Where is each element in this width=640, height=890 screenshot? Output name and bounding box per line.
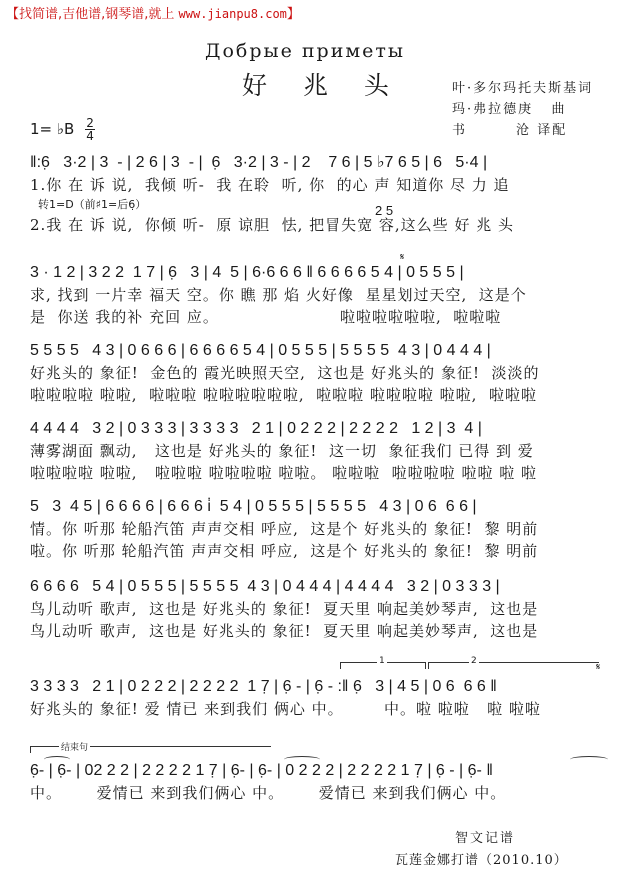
- notes: 5 3 4 5 | 6 6 6 6 | 6 6 6 i̇ 5 4 | 0 5 5 5 | 5 5 5 5 4 3 | 0 6 6 6 |: [30, 498, 477, 515]
- coda-bracket: 结束句: [30, 746, 271, 753]
- banner-text: 【找简谱,吉他谱,钢琴谱,就上: [6, 7, 179, 22]
- segno-icon: 𝄋: [400, 252, 405, 263]
- notation-credit: 智文记谱: [455, 831, 516, 846]
- notes: 6 6 6 6 5 4 | 0 5 5 5 | 5 5 5 5 4 3 | 0 4 4 4 | 4 4 4 4 3 2 | 0 3 3 3 |: [30, 578, 500, 595]
- score-line-3: [30, 340, 610, 406]
- composer-credit: 玛·弗拉德庚 曲: [452, 102, 567, 117]
- lyrics-verse-2: 鸟儿动听 歌声, 这也是 好兆头的 象征! 夏天里 响起美妙琴声, 这也是: [30, 622, 539, 640]
- segno-icon: 𝄋: [596, 662, 601, 673]
- score-line-8: [30, 743, 610, 804]
- modulation-note: 转1=D（前♯1=后6̣）: [38, 198, 147, 211]
- title-russian: Добрые приметы: [205, 40, 406, 62]
- time-signature: $\frac{2}{4}$: [86, 116, 94, 143]
- lyrics-verse-2: 是 你送 我的补 充回 应。 啦啦啦啦啦啦, 啦啦啦: [30, 308, 502, 326]
- notes: 5 5 5 5 4 3 | 0 6 6 6 | 6 6 6 6 5 4 | 0 5 5 5 | 5 5 5 5 4 3 | 0 4 4 4 |: [30, 342, 491, 359]
- lyrics-verse-2: 啦。你 听那 轮船汽笛 声声交相 呼应, 这是个 好兆头的 象征! 黎 明前: [30, 542, 539, 560]
- lyrics-verse-2: 啦啦啦啦 啦啦, 啦啦啦 啦啦啦啦 啦啦。 啦啦啦 啦啦啦啦 啦啦 啦 啦: [30, 464, 537, 482]
- score-line-5: [30, 496, 610, 562]
- tie-icon: [570, 756, 608, 763]
- lyrics-verse-1: 鸟儿动听 歌声, 这也是 好兆头的 象征! 夏天里 响起美妙琴声, 这也是: [30, 600, 539, 618]
- score-line-7: [30, 656, 610, 720]
- notes: 3 3 3 3 2 1 | 0 2 2 2 | 2 2 2 2 1 7̣ | 6̣ - | 6̣ - :‖ 6̣ 3 | 4 5 | 0 6 6 6 ‖: [30, 678, 497, 695]
- notes: 3 · 1 2 | 3 2 2 1 7 | 6̣ 3 | 4 5 | 6·6 6 6 ‖ 6 6 6 6 5 4 | 0 5 5 5 |: [30, 264, 464, 281]
- notes: 4 4 4 4 3 2 | 0 3 3 3 | 3 3 3 3 2 1 | 0 2 2 2 | 2 2 2 2 1 2 | 3 4 |: [30, 420, 482, 437]
- volta-2: 2: [428, 662, 599, 669]
- site-banner[interactable]: [6, 3, 300, 22]
- lyrics-verse-1: 好兆头的 象征! 爱 情已 来到我们 俩心 中。 中。啦 啦啦 啦 啦啦: [30, 700, 541, 718]
- alt-notes: 2 5: [375, 203, 394, 218]
- lyrics-verse-1: 薄雾湖面 飘动, 这也是 好兆头的 象征! 这一切 象征我们 已得 到 爱: [30, 442, 534, 460]
- lyrics-verse-2: 啦啦啦啦 啦啦, 啦啦啦 啦啦啦啦啦啦, 啦啦啦 啦啦啦啦 啦啦, 啦啦啦: [30, 386, 537, 404]
- lyrics-verse-1: 情。你 听那 轮船汽笛 声声交相 呼应, 这是个 好兆头的 象征! 黎 明前: [30, 520, 539, 538]
- credits: [452, 78, 593, 141]
- score-line-6: [30, 576, 610, 642]
- title-chinese: 好 兆 头: [242, 71, 403, 100]
- score-line-1: [30, 152, 610, 236]
- key-signature: [30, 117, 95, 142]
- footer-credits: [395, 828, 568, 872]
- score-line-2: [30, 252, 610, 328]
- tie-icon: [284, 756, 320, 763]
- lyrics-verse-1: 求, 找到 一片幸 福天 空。你 瞧 那 焰 火好像 星星划过天空, 这是个: [30, 286, 527, 304]
- lyricist-credit: 叶·多尔玛托夫斯基词: [452, 81, 594, 96]
- lyrics-verse-2: 2.我 在 诉 说, 你倾 听- 原 谅胆 怯, 把冒失宽 容,这么些 好 兆 头: [30, 216, 514, 234]
- lyrics-verse-1: 好兆头的 象征! 金色的 霞光映照天空, 这也是 好兆头的 象征! 淡淡的: [30, 364, 540, 382]
- banner-url[interactable]: www.jianpu8.com: [178, 7, 287, 21]
- notes: ‖:6̣ 3·2 | 3 - | 2 6 | 3 - | 6̣ 3·2 | 3 - | 2 7 6 | 5 ♭7 6 5 | 6 5·4 |: [30, 154, 488, 171]
- typeset-credit: 瓦莲金娜打谱（2010.10）: [395, 853, 568, 868]
- key-label: 1= ♭B: [30, 120, 75, 138]
- lyrics-verse-1: 1.你 在 诉 说, 我倾 听- 我 在聆 听, 你 的心 声 知道你 尽 力 追: [30, 176, 510, 194]
- banner-close: 】: [286, 7, 300, 22]
- tie-icon: [44, 756, 70, 763]
- notes: 6̣- | 6̣- | 02 2 2 | 2 2 2 2 1 7̣ | 6̣- | 6̣- | 0 2 2 2 | 2 2 2 2 1 7̣ | 6̣ - | 6̣- ‖: [30, 762, 493, 779]
- translator-credit: 书 沧 译配: [452, 123, 568, 138]
- volta-1: 1: [340, 662, 426, 669]
- lyrics-verse-1: 中。 爱情已 来到我们俩心 中。 爱情已 来到我们俩心 中。: [30, 784, 507, 802]
- score-line-4: [30, 418, 610, 484]
